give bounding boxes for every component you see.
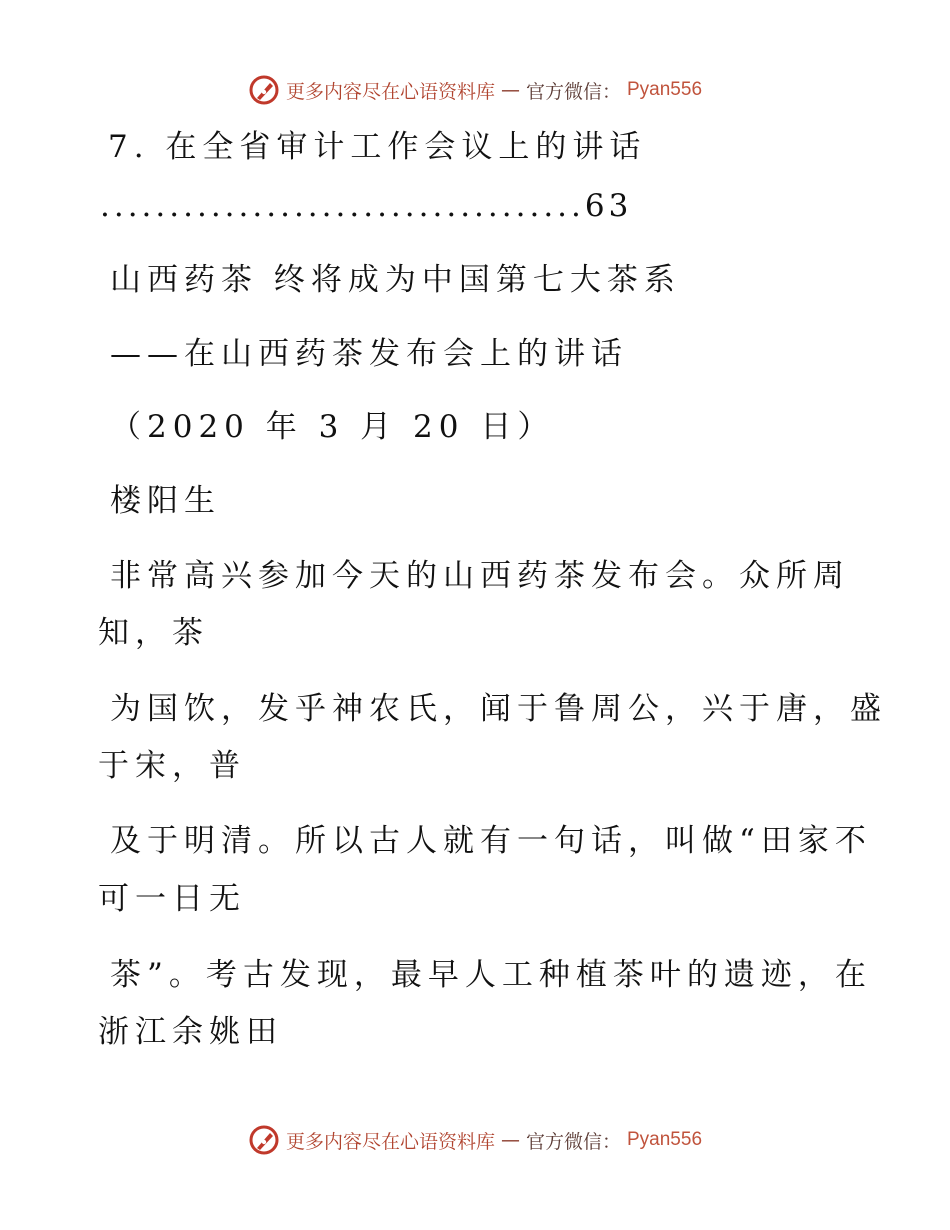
watermark-wechat-id: Pyan556	[627, 79, 703, 100]
body-line: 及于明清。所以古人就有一句话，叫做“田家不	[110, 823, 872, 859]
article-subtitle: ——在山西药茶发布会上的讲话	[110, 336, 628, 372]
pen-logo-icon	[248, 1124, 280, 1156]
watermark-label: 官方微信：	[525, 80, 621, 103]
body-line: 为国饮，发乎神农氏，闻于鲁周公，兴于唐，盛	[110, 691, 887, 727]
body-line: 茶”。考古发现，最早人工种植茶叶的遗迹，在	[110, 957, 872, 993]
toc-item-title: 7. 在全省审计工作会议上的讲话	[108, 129, 647, 165]
article-date: （2020 年 3 月 20 日）	[110, 409, 555, 445]
toc-leader-page-number: ...................................63	[100, 188, 633, 224]
watermark-brand: 更多内容尽在心语资料库	[285, 80, 495, 103]
watermark-wechat-id: Pyan556	[627, 1129, 703, 1150]
watermark-brand: 更多内容尽在心语资料库	[285, 1130, 495, 1153]
body-line: 浙江余姚田	[98, 1014, 283, 1050]
article-title: 山西药茶 终将成为中国第七大茶系	[110, 262, 681, 298]
watermark-footer	[0, 1124, 950, 1156]
watermark-header	[0, 74, 950, 106]
body-line: 于宋，普	[98, 748, 246, 784]
watermark-label: 官方微信：	[525, 1130, 621, 1153]
watermark-separator: —	[500, 79, 520, 101]
body-line: 非常高兴参加今天的山西药茶发布会。众所周	[110, 558, 850, 594]
body-line: 可一日无	[98, 881, 246, 917]
body-line: 知，茶	[98, 615, 209, 651]
article-author: 楼阳生	[110, 483, 221, 519]
watermark-separator: —	[500, 1129, 520, 1151]
pen-logo-icon	[248, 74, 280, 106]
